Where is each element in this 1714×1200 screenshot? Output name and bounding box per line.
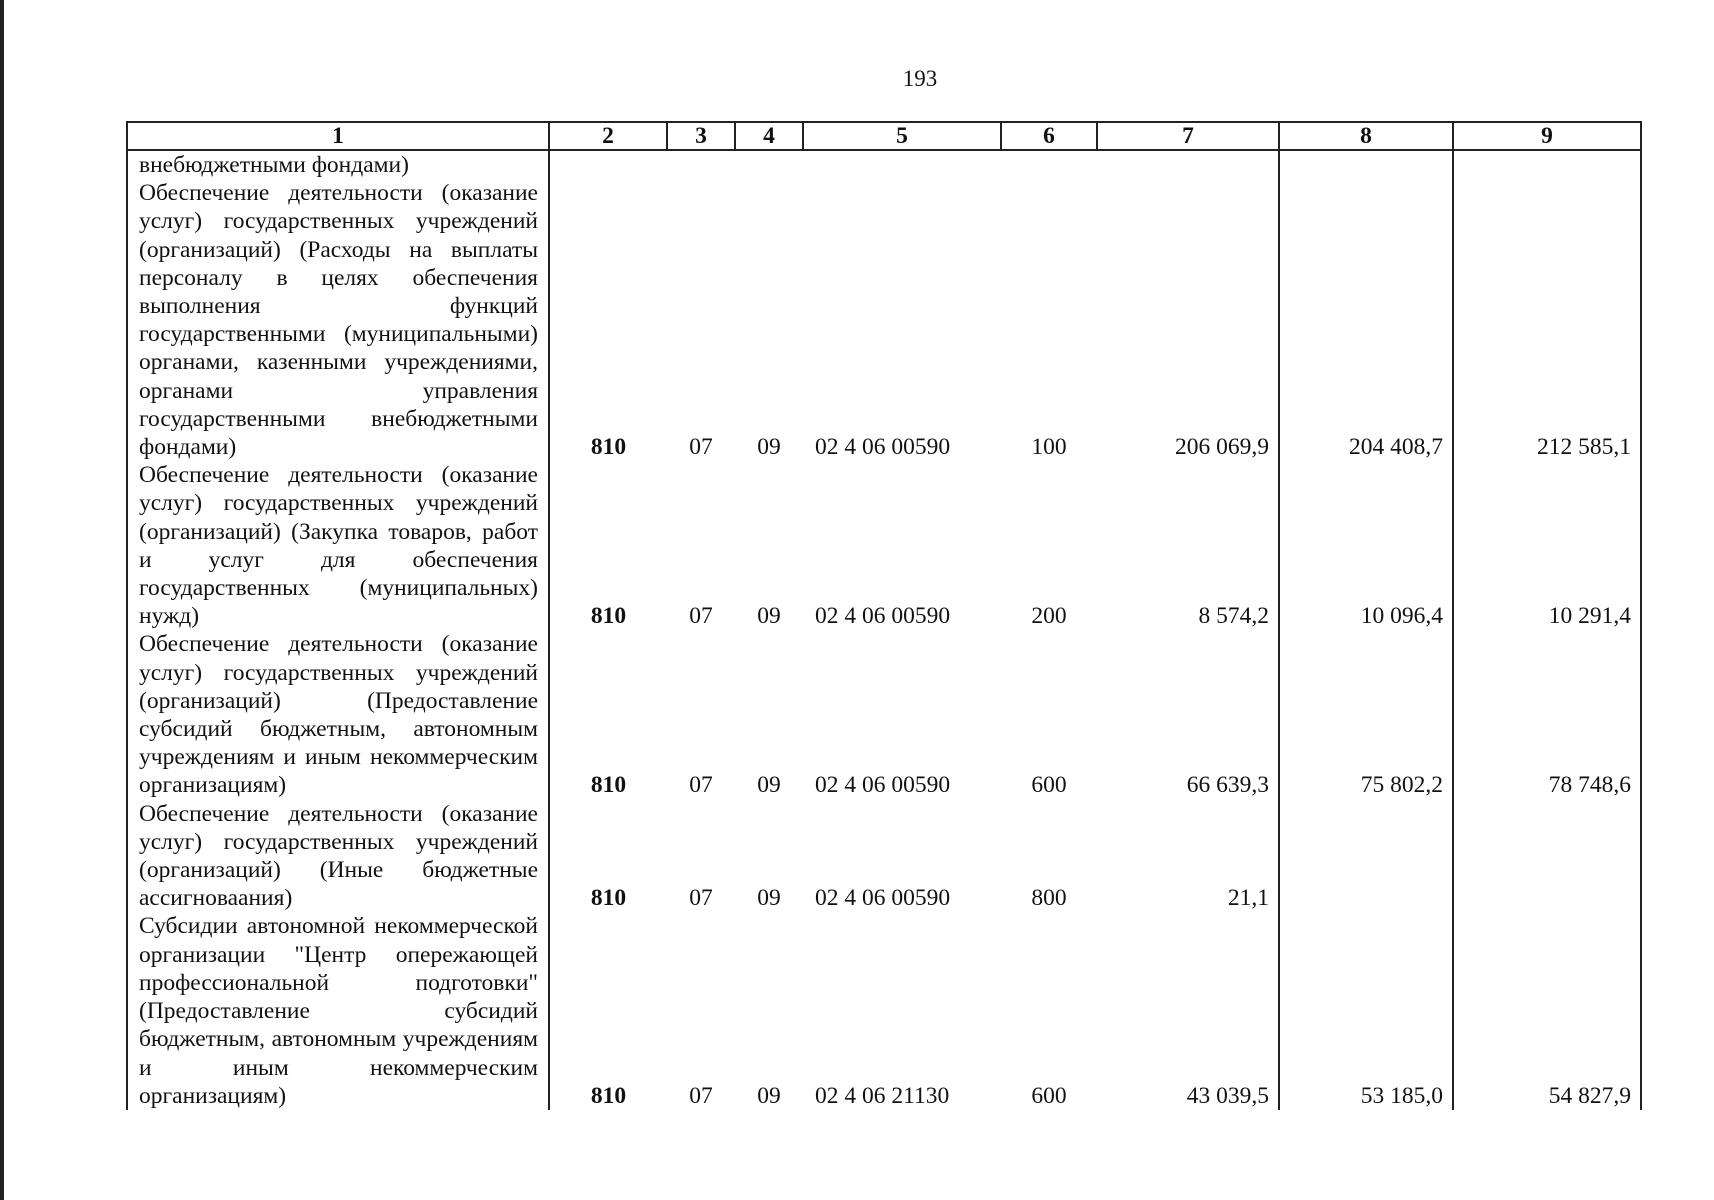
cell-expense-type: 100 <box>1031 434 1067 461</box>
cell-target-article: 02 4 06 00590 <box>815 603 951 630</box>
table-row <box>127 912 1641 1109</box>
column-header: 5 <box>803 122 1001 150</box>
cell-ministry-code <box>549 150 667 179</box>
budget-table <box>126 121 1642 1110</box>
cell-ministry-code: 810 <box>590 603 627 630</box>
cell-amount-col7: 8 574,2 <box>1097 461 1279 630</box>
cell-expense-type: 600 <box>1031 1082 1067 1109</box>
cell-target-article: 02 4 06 21130 <box>815 1082 950 1109</box>
cell-target-article <box>803 150 1001 179</box>
cell-amount-col7: 21,1 <box>1097 800 1279 913</box>
cell-expense-type <box>1001 150 1097 179</box>
cell-expense-type: 200 <box>1031 603 1067 630</box>
cell-subsection <box>735 150 803 179</box>
table-row <box>127 800 1641 913</box>
page-number: 193 <box>902 66 938 91</box>
cell-amount-col8 <box>1279 800 1453 913</box>
row-name: Обеспечение деятельности (оказание услуг) государственных учреждений (организаций) (Иные бюджетные ассигноваания) <box>127 800 549 913</box>
cell-subsection: 09 <box>757 1082 781 1109</box>
column-header: 2 <box>549 122 667 150</box>
cell-amount-col9 <box>1453 150 1641 179</box>
cell-amount-col8: 75 802,2 <box>1279 630 1453 799</box>
cell-amount-col7 <box>1097 150 1279 179</box>
cell-amount-col9: 212 585,1 <box>1453 179 1641 461</box>
cell-subsection: 09 <box>757 772 781 799</box>
cell-target-article: 02 4 06 00590 <box>815 885 951 912</box>
cell-expense-type: 600 <box>1031 772 1067 799</box>
cell-amount-col8: 53 185,0 <box>1279 912 1453 1109</box>
cell-amount-col9: 10 291,4 <box>1453 461 1641 630</box>
cell-amount-col8 <box>1279 150 1453 179</box>
cell-section: 07 <box>689 885 713 912</box>
cell-amount-col9: 54 827,9 <box>1453 912 1641 1109</box>
row-name: Обеспечение деятельности (оказание услуг) государственных учреждений (организаций) (Расходы на выплаты персоналу в целях обеспечения выполнения функций государственными (муниципальными) органами, казенными учреждениями, органами управления государственными внебюджетными фондами) <box>127 179 549 461</box>
column-header: 4 <box>735 122 803 150</box>
table-row <box>127 630 1641 799</box>
table-header-row <box>127 122 1641 150</box>
row-name: Обеспечение деятельности (оказание услуг) государственных учреждений (организаций) (Предоставление субсидий бюджетным, автономным учреждениям и иным некоммерческим организациям) <box>127 630 549 799</box>
row-name: Обеспечение деятельности (оказание услуг) государственных учреждений (организаций) (Закупка товаров, работ и услуг для обеспечения государственных (муниципальных) нужд) <box>127 461 549 630</box>
cell-amount-col7: 43 039,5 <box>1097 912 1279 1109</box>
column-header: 8 <box>1279 122 1453 150</box>
column-header: 6 <box>1001 122 1097 150</box>
table-row <box>127 461 1641 630</box>
cell-section: 07 <box>689 434 713 461</box>
cell-target-article: 02 4 06 00590 <box>815 772 951 799</box>
cell-target-article: 02 4 06 00590 <box>815 434 951 461</box>
cell-ministry-code: 810 <box>590 1082 627 1109</box>
cell-amount-col9 <box>1453 800 1641 913</box>
column-header: 3 <box>667 122 735 150</box>
cell-amount-col9: 78 748,6 <box>1453 630 1641 799</box>
table-row <box>127 179 1641 461</box>
cell-ministry-code: 810 <box>590 772 627 799</box>
cell-ministry-code: 810 <box>590 434 627 461</box>
row-name: Субсидии автономной некоммерческой организации "Центр опережающей профессиональной подготовки" (Предоставление субсидий бюджетным, автономным учреждениям и иным некоммерческим организациям) <box>127 912 549 1109</box>
cell-section: 07 <box>689 1082 713 1109</box>
column-header: 1 <box>127 122 549 150</box>
cell-subsection: 09 <box>757 434 781 461</box>
cell-amount-col8: 10 096,4 <box>1279 461 1453 630</box>
cell-ministry-code: 810 <box>590 885 627 912</box>
cell-subsection: 09 <box>757 603 781 630</box>
cell-section <box>667 150 735 179</box>
row-name: внебюджетными фондами) <box>127 150 549 179</box>
cell-amount-col8: 204 408,7 <box>1279 179 1453 461</box>
cell-section: 07 <box>689 603 713 630</box>
column-header: 7 <box>1097 122 1279 150</box>
cell-amount-col7: 66 639,3 <box>1097 630 1279 799</box>
cell-amount-col7: 206 069,9 <box>1097 179 1279 461</box>
scan-left-edge <box>0 0 4 1200</box>
cell-subsection: 09 <box>757 885 781 912</box>
cell-section: 07 <box>689 772 713 799</box>
cell-expense-type: 800 <box>1031 885 1067 912</box>
column-header: 9 <box>1453 122 1641 150</box>
table-row <box>127 150 1641 179</box>
